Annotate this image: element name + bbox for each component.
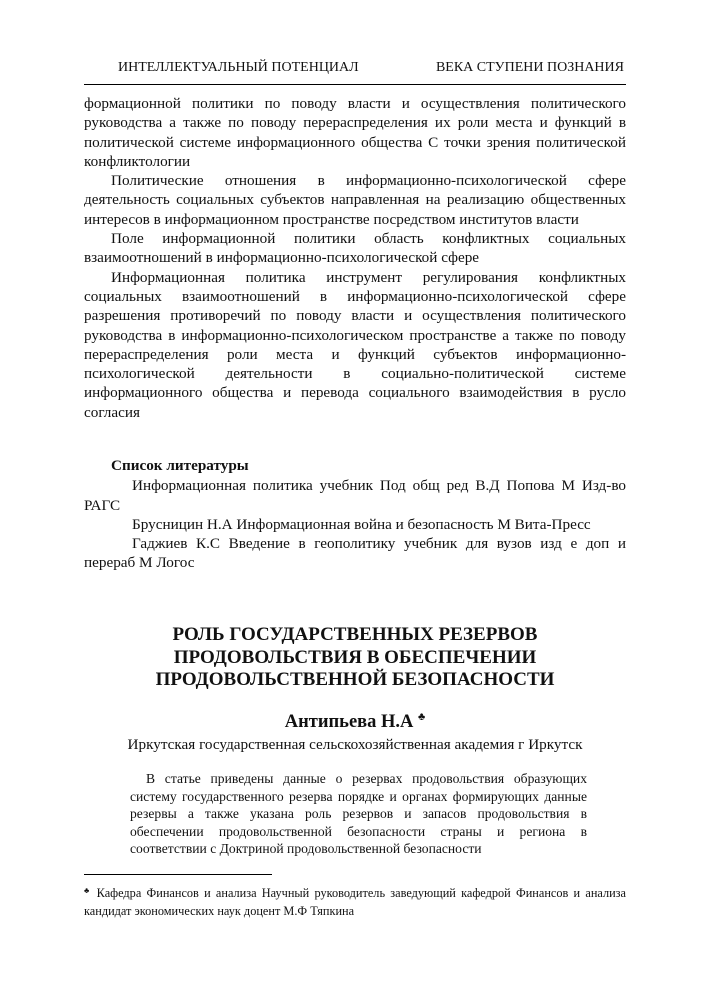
body-text xyxy=(84,94,626,422)
running-header xyxy=(84,58,626,85)
title-line: РОЛЬ ГОСУДАРСТВЕННЫХ РЕЗЕРВОВ xyxy=(172,624,538,645)
abstract-text: В статье приведены данные о резервах продовольствия образующих систему государственного резерва порядке и органах формирующих данные резервы а также указана роль резервов и запасов продовольствия в обеспечении продовольственной безопасности страны и региона в соответствии с Доктриной продовольственной безопасности xyxy=(130,771,587,856)
reference-item: Брусницин Н.А Информационная война и безопасность М Вита-Пресс xyxy=(132,515,591,533)
references xyxy=(84,456,626,573)
reference-item: Гаджиев К.С Введение в геополитику учебник для вузов изд е доп и перераб М Логос xyxy=(84,535,626,572)
reference-item: Информационная политика учебник Под общ ред В.Д Попова М Изд-во РАГС xyxy=(84,477,626,514)
club-footnote-icon: ♣ xyxy=(418,711,426,723)
author-affiliation: Иркутская государственная сельскохозяйственная академия г Иркутск xyxy=(127,736,583,753)
article-title xyxy=(84,624,626,692)
body-paragraph: Информационная политика инструмент регулирования конфликтных социальных взаимоотношений в информационно-психологической сфере разрешения противоречий по поводу власти и осуществления политического руководства в информационно-психологическом пространстве а также по поводу перераспределения роли места и функций субъектов информационно-психологической деятельности в социально-политической системе информационного общества и перевода социального взаимодействия в русло согласия xyxy=(84,268,626,421)
body-paragraph: Поле информационной политики область конфликтных социальных взаимоотношений в информационно-психологической сфере xyxy=(84,230,626,267)
article-author xyxy=(84,711,626,733)
header-left-text: ИНТЕЛЛЕКТУАЛЬНЫЙ ПОТЕНЦИАЛ xyxy=(118,60,359,75)
footnote-divider xyxy=(84,874,272,875)
footnote-text: Кафедра Финансов и анализа Научный руководитель заведующий кафедрой Финансов и анализа кандидат экономических наук доцент М.Ф Тяпкина xyxy=(84,886,627,918)
author-name: Антипьева Н.А xyxy=(284,712,414,732)
footnote xyxy=(84,882,626,920)
references-heading: Список литературы xyxy=(111,457,249,474)
title-line: ПРОДОВОЛЬСТВИЯ В ОБЕСПЕЧЕНИИ xyxy=(173,646,537,668)
header-right-text: ВЕКА СТУПЕНИ ПОЗНАНИЯ xyxy=(435,60,624,75)
body-paragraph: формационной политики по поводу власти и осуществления политического руководства а также по поводу перераспределения их роли места и функций в политической системе информационного общества С точки зрения политической конфликтологии xyxy=(84,95,626,170)
article-abstract xyxy=(130,770,587,858)
title-line: ПРОДОВОЛЬСТВЕННОЙ БЕЗОПАСНОСТИ xyxy=(155,669,555,690)
body-paragraph: Политические отношения в информационно-психологической сфере деятельность социальных субъектов направленная на реализацию общественных интересов в информационном пространстве посредством институтов власти xyxy=(84,172,626,228)
club-footnote-icon: ♣ xyxy=(84,886,92,895)
